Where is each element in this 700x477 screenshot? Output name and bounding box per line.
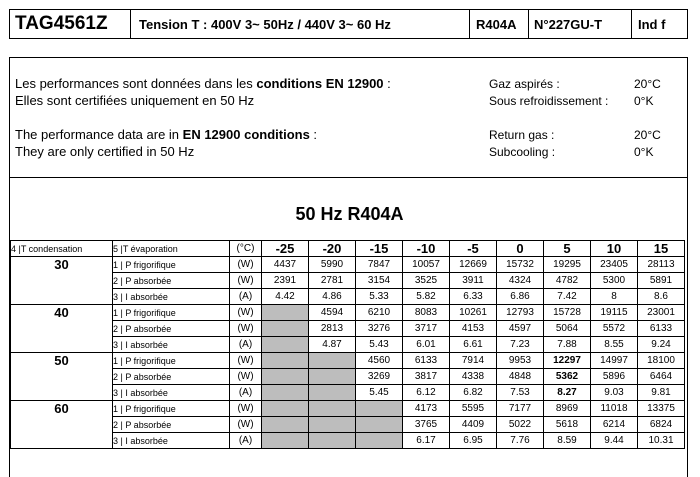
value-cell: 3717: [403, 321, 450, 337]
evap-temp-header: -15: [356, 241, 403, 257]
cond-temp: 40: [11, 305, 113, 353]
value-cell: 3154: [356, 273, 403, 289]
table-title: 50 Hz R404A: [295, 204, 404, 224]
row-label: 1 | P frigorifique: [113, 353, 230, 369]
value-cell: 18100: [638, 353, 685, 369]
row-label: 2 | P absorbée: [113, 417, 230, 433]
value-cell: 8.55: [591, 337, 638, 353]
value-cell: 6.12: [403, 385, 450, 401]
cond-label: Subcooling :: [489, 145, 556, 159]
value-cell: 11018: [591, 401, 638, 417]
value-cell: 7847: [356, 257, 403, 273]
row-unit: (W): [230, 321, 262, 337]
table-row: [11, 305, 685, 321]
table-row: [11, 417, 685, 433]
value-cell: 7914: [450, 353, 497, 369]
unavailable-cell: [262, 385, 309, 401]
performance-sheet: [9, 57, 688, 477]
value-cell: 5896: [591, 369, 638, 385]
value-cell: 5.82: [403, 289, 450, 305]
section-divider: [10, 177, 687, 178]
value-cell: 12793: [497, 305, 544, 321]
value-cell: 5.45: [356, 385, 403, 401]
value-cell: 2813: [309, 321, 356, 337]
value-cell: 19115: [591, 305, 638, 321]
value-cell: 2781: [309, 273, 356, 289]
unavailable-cell: [262, 353, 309, 369]
value-cell: 23405: [591, 257, 638, 273]
value-cell: 7.76: [497, 433, 544, 449]
cond-value: 20°C: [634, 128, 661, 142]
row-unit: (W): [230, 257, 262, 273]
value-cell: 9953: [497, 353, 544, 369]
value-cell: 5595: [450, 401, 497, 417]
row-unit: (W): [230, 353, 262, 369]
row-label: 1 | P frigorifique: [113, 257, 230, 273]
row-unit: (W): [230, 369, 262, 385]
unavailable-cell: [262, 321, 309, 337]
certificate-number: N°227GU-T: [529, 10, 632, 38]
value-cell: 6.61: [450, 337, 497, 353]
row-label: 3 | I absorbée: [113, 337, 230, 353]
value-cell: 8969: [544, 401, 591, 417]
cond-value: 0°K: [634, 145, 654, 159]
value-cell: 8.6: [638, 289, 685, 305]
table-row: [11, 289, 685, 305]
value-cell: 6.86: [497, 289, 544, 305]
value-cell: 3276: [356, 321, 403, 337]
value-cell: 2391: [262, 273, 309, 289]
value-cell: 7.23: [497, 337, 544, 353]
evap-temp-header: 5: [544, 241, 591, 257]
value-cell: 4409: [450, 417, 497, 433]
row-unit: (A): [230, 337, 262, 353]
cond-label: Sous refroidissement :: [489, 94, 609, 108]
intro-fr-line1: Les performances sont données dans les conditions EN 12900 :: [15, 76, 391, 91]
value-cell: 6133: [638, 321, 685, 337]
table-row: [11, 337, 685, 353]
evap-temp-header: 0: [497, 241, 544, 257]
cond-label: Return gas :: [489, 128, 555, 142]
table-row: [11, 385, 685, 401]
row-label: 1 | P frigorifique: [113, 401, 230, 417]
value-cell: 9.81: [638, 385, 685, 401]
value-cell: 6.17: [403, 433, 450, 449]
unavailable-cell: [356, 401, 403, 417]
value-cell: 9.24: [638, 337, 685, 353]
evap-temp-header: -10: [403, 241, 450, 257]
value-cell: 5.43: [356, 337, 403, 353]
performance-table: [10, 240, 685, 449]
value-cell: 4324: [497, 273, 544, 289]
unavailable-cell: [309, 417, 356, 433]
value-cell: 8.27: [544, 385, 591, 401]
refrigerant: R404A: [470, 10, 529, 38]
table-row: [11, 401, 685, 417]
row-label: 3 | I absorbée: [113, 433, 230, 449]
table-row: [11, 273, 685, 289]
value-cell: 10057: [403, 257, 450, 273]
value-cell: 9.44: [591, 433, 638, 449]
value-cell: 15728: [544, 305, 591, 321]
value-cell: 5618: [544, 417, 591, 433]
evap-temp-header: -25: [262, 241, 309, 257]
value-cell: 6.82: [450, 385, 497, 401]
value-cell: 28113: [638, 257, 685, 273]
value-cell: 12297: [544, 353, 591, 369]
value-cell: 5.33: [356, 289, 403, 305]
row-label: 2 | P absorbée: [113, 369, 230, 385]
value-cell: 23001: [638, 305, 685, 321]
value-cell: 6210: [356, 305, 403, 321]
value-cell: 5022: [497, 417, 544, 433]
voltage-spec: Tension T : 400V 3~ 50Hz / 440V 3~ 60 Hz: [131, 10, 470, 38]
index-revision: Ind f: [638, 16, 666, 32]
value-cell: 7177: [497, 401, 544, 417]
value-cell: 9.03: [591, 385, 638, 401]
cond-temp: 60: [11, 401, 113, 449]
value-cell: 10261: [450, 305, 497, 321]
row-unit: (A): [230, 385, 262, 401]
value-cell: 8083: [403, 305, 450, 321]
table-header-row: [11, 241, 685, 257]
value-cell: 5300: [591, 273, 638, 289]
intro-fr-line2: Elles sont certifiées uniquement en 50 Hz: [15, 93, 255, 108]
table-row: [11, 353, 685, 369]
value-cell: 7.42: [544, 289, 591, 305]
value-cell: 5572: [591, 321, 638, 337]
unavailable-cell: [262, 305, 309, 321]
unavailable-cell: [262, 433, 309, 449]
value-cell: 6824: [638, 417, 685, 433]
value-cell: 4.42: [262, 289, 309, 305]
value-cell: 5990: [309, 257, 356, 273]
value-cell: 5064: [544, 321, 591, 337]
row-unit: (A): [230, 289, 262, 305]
evap-temp-header: 15: [638, 241, 685, 257]
cond-label: Gaz aspirés :: [489, 77, 560, 91]
value-cell: 6214: [591, 417, 638, 433]
unavailable-cell: [262, 337, 309, 353]
value-cell: 3817: [403, 369, 450, 385]
value-cell: 4597: [497, 321, 544, 337]
row-unit: (W): [230, 401, 262, 417]
value-cell: 4437: [262, 257, 309, 273]
value-cell: 3269: [356, 369, 403, 385]
value-cell: 4782: [544, 273, 591, 289]
row-label: 2 | P absorbée: [113, 273, 230, 289]
evap-temp-header: -20: [309, 241, 356, 257]
unavailable-cell: [309, 433, 356, 449]
unavailable-cell: [309, 369, 356, 385]
cond-value: 0°K: [634, 94, 654, 108]
unit-header: (°C): [230, 241, 262, 257]
value-cell: 5362: [544, 369, 591, 385]
value-cell: 4594: [309, 305, 356, 321]
model-name: TAG4561Z: [10, 10, 131, 38]
unavailable-cell: [309, 353, 356, 369]
value-cell: 14997: [591, 353, 638, 369]
unavailable-cell: [309, 385, 356, 401]
value-cell: 6.33: [450, 289, 497, 305]
value-cell: 4.87: [309, 337, 356, 353]
header-bar: [9, 9, 688, 39]
value-cell: 15732: [497, 257, 544, 273]
value-cell: 3525: [403, 273, 450, 289]
evap-header: 5 |T évaporation: [113, 241, 230, 257]
value-cell: 6.01: [403, 337, 450, 353]
row-unit: (A): [230, 433, 262, 449]
row-unit: (W): [230, 273, 262, 289]
unavailable-cell: [262, 369, 309, 385]
evap-temp-header: 10: [591, 241, 638, 257]
value-cell: 12669: [450, 257, 497, 273]
value-cell: 6464: [638, 369, 685, 385]
value-cell: 5891: [638, 273, 685, 289]
evap-temp-header: -5: [450, 241, 497, 257]
value-cell: 19295: [544, 257, 591, 273]
row-label: 2 | P absorbée: [113, 321, 230, 337]
unavailable-cell: [262, 401, 309, 417]
unavailable-cell: [262, 417, 309, 433]
value-cell: 3911: [450, 273, 497, 289]
value-cell: 4560: [356, 353, 403, 369]
value-cell: 6.95: [450, 433, 497, 449]
table-row: [11, 257, 685, 273]
value-cell: 4.86: [309, 289, 356, 305]
row-label: 3 | I absorbée: [113, 385, 230, 401]
table-row: [11, 321, 685, 337]
row-unit: (W): [230, 417, 262, 433]
cond-temp: 50: [11, 353, 113, 401]
value-cell: 8: [591, 289, 638, 305]
value-cell: 7.53: [497, 385, 544, 401]
intro-en-line1: The performance data are in EN 12900 conditions :: [15, 127, 318, 142]
cond-temp: 30: [11, 257, 113, 305]
cond-value: 20°C: [634, 77, 661, 91]
table-row: [11, 433, 685, 449]
value-cell: 7.88: [544, 337, 591, 353]
row-label: 1 | P frigorifique: [113, 305, 230, 321]
unavailable-cell: [356, 417, 403, 433]
value-cell: 10.31: [638, 433, 685, 449]
value-cell: 4338: [450, 369, 497, 385]
row-label: 3 | I absorbée: [113, 289, 230, 305]
table-row: [11, 369, 685, 385]
value-cell: 8.59: [544, 433, 591, 449]
row-unit: (W): [230, 305, 262, 321]
unavailable-cell: [356, 433, 403, 449]
value-cell: 3765: [403, 417, 450, 433]
intro-en-line2: They are only certified in 50 Hz: [15, 144, 195, 159]
cond-header: 4 |T condensation: [11, 241, 113, 257]
value-cell: 4848: [497, 369, 544, 385]
value-cell: 6133: [403, 353, 450, 369]
unavailable-cell: [309, 401, 356, 417]
value-cell: 13375: [638, 401, 685, 417]
value-cell: 4153: [450, 321, 497, 337]
value-cell: 4173: [403, 401, 450, 417]
